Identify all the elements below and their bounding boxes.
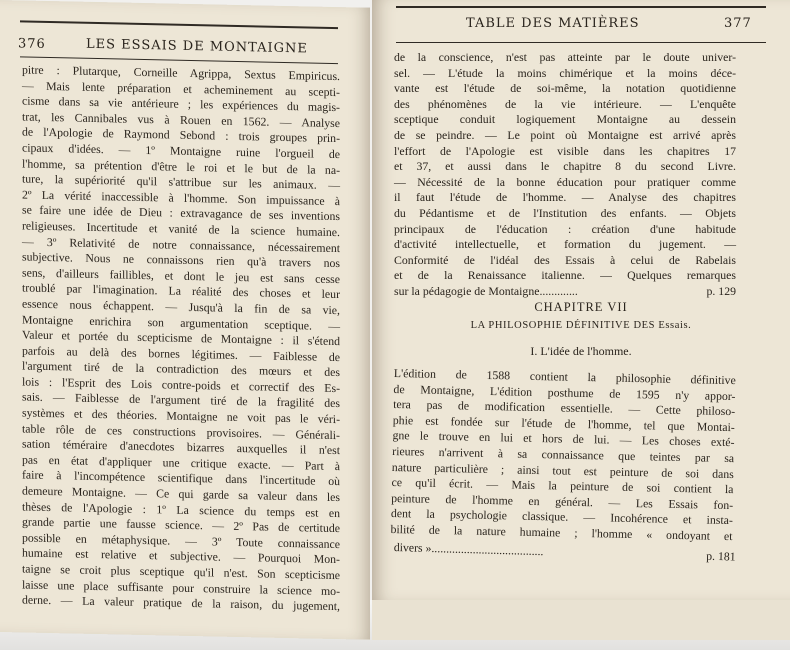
- toc-entry-line: [394, 284, 736, 300]
- toc-entry-text: sur la pédagogie de Montaigne.............: [394, 284, 578, 298]
- text-line: de la conscience, n'est pas atteinte par le doute univer-: [394, 50, 736, 64]
- section-text: [390, 366, 736, 545]
- text-line: sceptique conduit logiquement Montaigne au dessein: [394, 112, 736, 127]
- toc-entry-end: [394, 284, 736, 300]
- text-line: trat, les Cannibales vus à Rouen en 1562. — Analyse: [22, 109, 340, 130]
- toc-entry-page: p. 129: [706, 284, 736, 298]
- text-line: cisme dans sa vie antérieure ; les expériences du magis-: [22, 93, 340, 115]
- text-line: l'argument tiré de la contradiction des mœurs et des: [22, 358, 340, 380]
- text-line: tera pas de modification essentielle. — Cette philoso-: [393, 397, 736, 419]
- text-line: de l'Apologie de Raymond Sebond : trois groupes prin-: [22, 124, 340, 146]
- text-line: sais. — Faiblesse de l'argument tiré de la fragilité des: [22, 389, 340, 411]
- section-end: [394, 540, 736, 565]
- text-line: de Montaigne, L'édition posthume de 1595 n'y appor-: [393, 381, 736, 403]
- text-line: d'activité intellectuelle, et formation du jugement. —: [394, 237, 736, 252]
- text-line: rieures n'arrivent à sa connaissance que teintes par sa: [392, 443, 735, 466]
- text-line: possible en métaphysique. — 3º Toute connaissance: [22, 530, 340, 551]
- left-running-head: LES ESSAIS DE MONTAIGNE: [86, 36, 308, 57]
- text-line: de se peindre. — Le point où Montaigne est arrivé après: [394, 127, 736, 142]
- header-rule-top: [20, 20, 338, 29]
- text-line: religieuses. Incertitude et vanité de la science humaine.: [22, 218, 340, 240]
- text-line: l'effort de l'Apologie est visible dans les chapitres 17: [394, 143, 736, 158]
- text-line: gne le trouve en lui et hors de lui. — Les choses exté-: [392, 428, 735, 450]
- left-page: [0, 0, 370, 640]
- text-line: derne. — La valeur pratique de la raison, du jugement,: [22, 592, 340, 614]
- right-page-text: [394, 50, 736, 284]
- text-line: thèses de l'Apologie : 1º La science du temps est en: [22, 499, 340, 520]
- text-line: — 3º Relativité de notre connaissance, nécessairement: [22, 233, 340, 255]
- text-line: sens, d'ailleurs faillibles, et dont le jeu est sans cesse: [22, 265, 340, 286]
- text-line: humaine est relative et subjective. — Pourquoi Mon-: [22, 545, 340, 567]
- text-line: cipaux d'idées. — 1º Montaigne ruine l'orgueil de: [22, 140, 340, 162]
- text-line: troublé par l'imagination. La réalité des choses et leur: [22, 280, 340, 302]
- text-line: peinture de l'homme en général. — Les Essais fon-: [391, 490, 734, 512]
- text-line: du Pédantisme et de l'Institution des enfants. — Objets: [394, 205, 736, 220]
- text-line: grande partie une fausse science. — 2º Pas de certitude: [22, 514, 340, 536]
- text-line: — Nécessité de la bonne éducation pour pratiquer comme: [394, 174, 736, 189]
- text-line: laisse une place suffisante pour construire la science mo-: [22, 577, 340, 598]
- text-line: et de la Renaissance italienne. — Quelques remarques: [394, 268, 736, 283]
- text-line: et 37, et aussi dans le chapitre 8 du second Livre.: [394, 159, 736, 174]
- section-title: I. L'idée de l'homme.: [530, 344, 632, 358]
- text-line: subjective. Nous ne connaissons rien qu'à travers nos: [22, 249, 340, 271]
- text-line: dent la psychologie classique. — Incohérence et insta-: [390, 506, 733, 528]
- text-line: il faut l'étude de l'homme. — Analyse des chapitres: [394, 190, 736, 205]
- text-line: demeure Montaigne. — Ce qui garde sa valeur dans les: [22, 483, 340, 505]
- text-line: pitre : Plutarque, Corneille Agrippa, Sextus Empiricus.: [22, 62, 340, 84]
- text-line: phie est fondée sur l'étude de l'homme, tel que Montai-: [392, 412, 735, 434]
- text-line: parfois au delà des bornes légitimes. — Faiblesse de: [22, 343, 340, 364]
- left-page-number: 376: [18, 36, 46, 52]
- header-rule-bottom: [396, 42, 766, 43]
- text-line: systèmes et des théories. Montaigne ne voit pas le véri-: [22, 405, 340, 427]
- text-line: nature particulière ; ainsi tout est peinture de soi dans: [391, 459, 734, 481]
- text-line: 2º La vérité inaccessible à l'homme. Son impuissance à: [22, 187, 340, 208]
- text-line: l'homme, sa prétention d'être le roi et le but de la na-: [22, 156, 340, 177]
- text-line: essence nous échappent. — Jusqu'à la fin de sa vie,: [22, 296, 340, 318]
- chapter-title: CHAPITRE VII: [534, 300, 628, 314]
- text-line: Conformité de l'idéal des Essais à celui de Rabelais: [394, 252, 736, 267]
- right-running-head: TABLE DES MATIÈRES: [466, 16, 640, 31]
- text-line: table rôle de ces constructions provisoires. — Générali-: [22, 421, 340, 442]
- text-line: faire à l'incompétence scientifique dans l'incertitude où: [22, 467, 340, 489]
- text-line: ture, la supériorité qu'il s'attribue sur les animaux. —: [22, 171, 340, 193]
- text-line: principaux de l'éducation : création d'une habitude: [394, 221, 736, 236]
- right-page-number: 377: [724, 16, 752, 31]
- right-page: [372, 0, 790, 600]
- header-rule-top: [396, 6, 766, 8]
- text-line: sation téméraire d'anecdotes bizarres auxquelles il n'est: [22, 436, 340, 458]
- section-end-text: divers »......................................: [393, 540, 544, 559]
- text-line: L'édition de 1588 contient la philosophie définitive: [393, 366, 736, 388]
- text-line: pas en état d'appliquer une critique exacte. — Part à: [22, 452, 340, 473]
- text-line: se faire une idée de Dieu : extravagance de ses inventions: [22, 202, 340, 224]
- text-line: taigne se croit plus sceptique qu'il n'est. Son scepticisme: [22, 561, 340, 583]
- section-end-line: [394, 540, 736, 565]
- left-page-text: [22, 62, 340, 614]
- chapter-subtitle: LA PHILOSOPHIE DÉFINITIVE DES Essais.: [470, 320, 692, 331]
- text-line: Valeur et portée du scepticisme de Montaigne : il s'étend: [22, 327, 340, 349]
- text-line: bilité de la nature humaine ; l'homme « ondoyant et: [390, 521, 733, 544]
- text-line: lois : l'Esprit des Lois contre-poids et correctif des Es-: [22, 374, 340, 395]
- text-line: vante est l'étude de soi-même, la notation quotidienne: [394, 81, 736, 96]
- text-line: — Mais lente préparation et acheminement au scepti-: [22, 78, 340, 99]
- text-line: Montaigne enrichira son argumentation sceptique. —: [22, 311, 340, 333]
- text-line: sel. — L'étude la moins chimérique et la moins déce-: [394, 65, 736, 80]
- text-line: ce qu'il écrit. — Mais la peinture de soi contient la: [391, 475, 734, 497]
- section-end-page: p. 181: [705, 548, 736, 564]
- text-line: des phénomènes de la vie intérieure. — L'enquête: [394, 96, 736, 111]
